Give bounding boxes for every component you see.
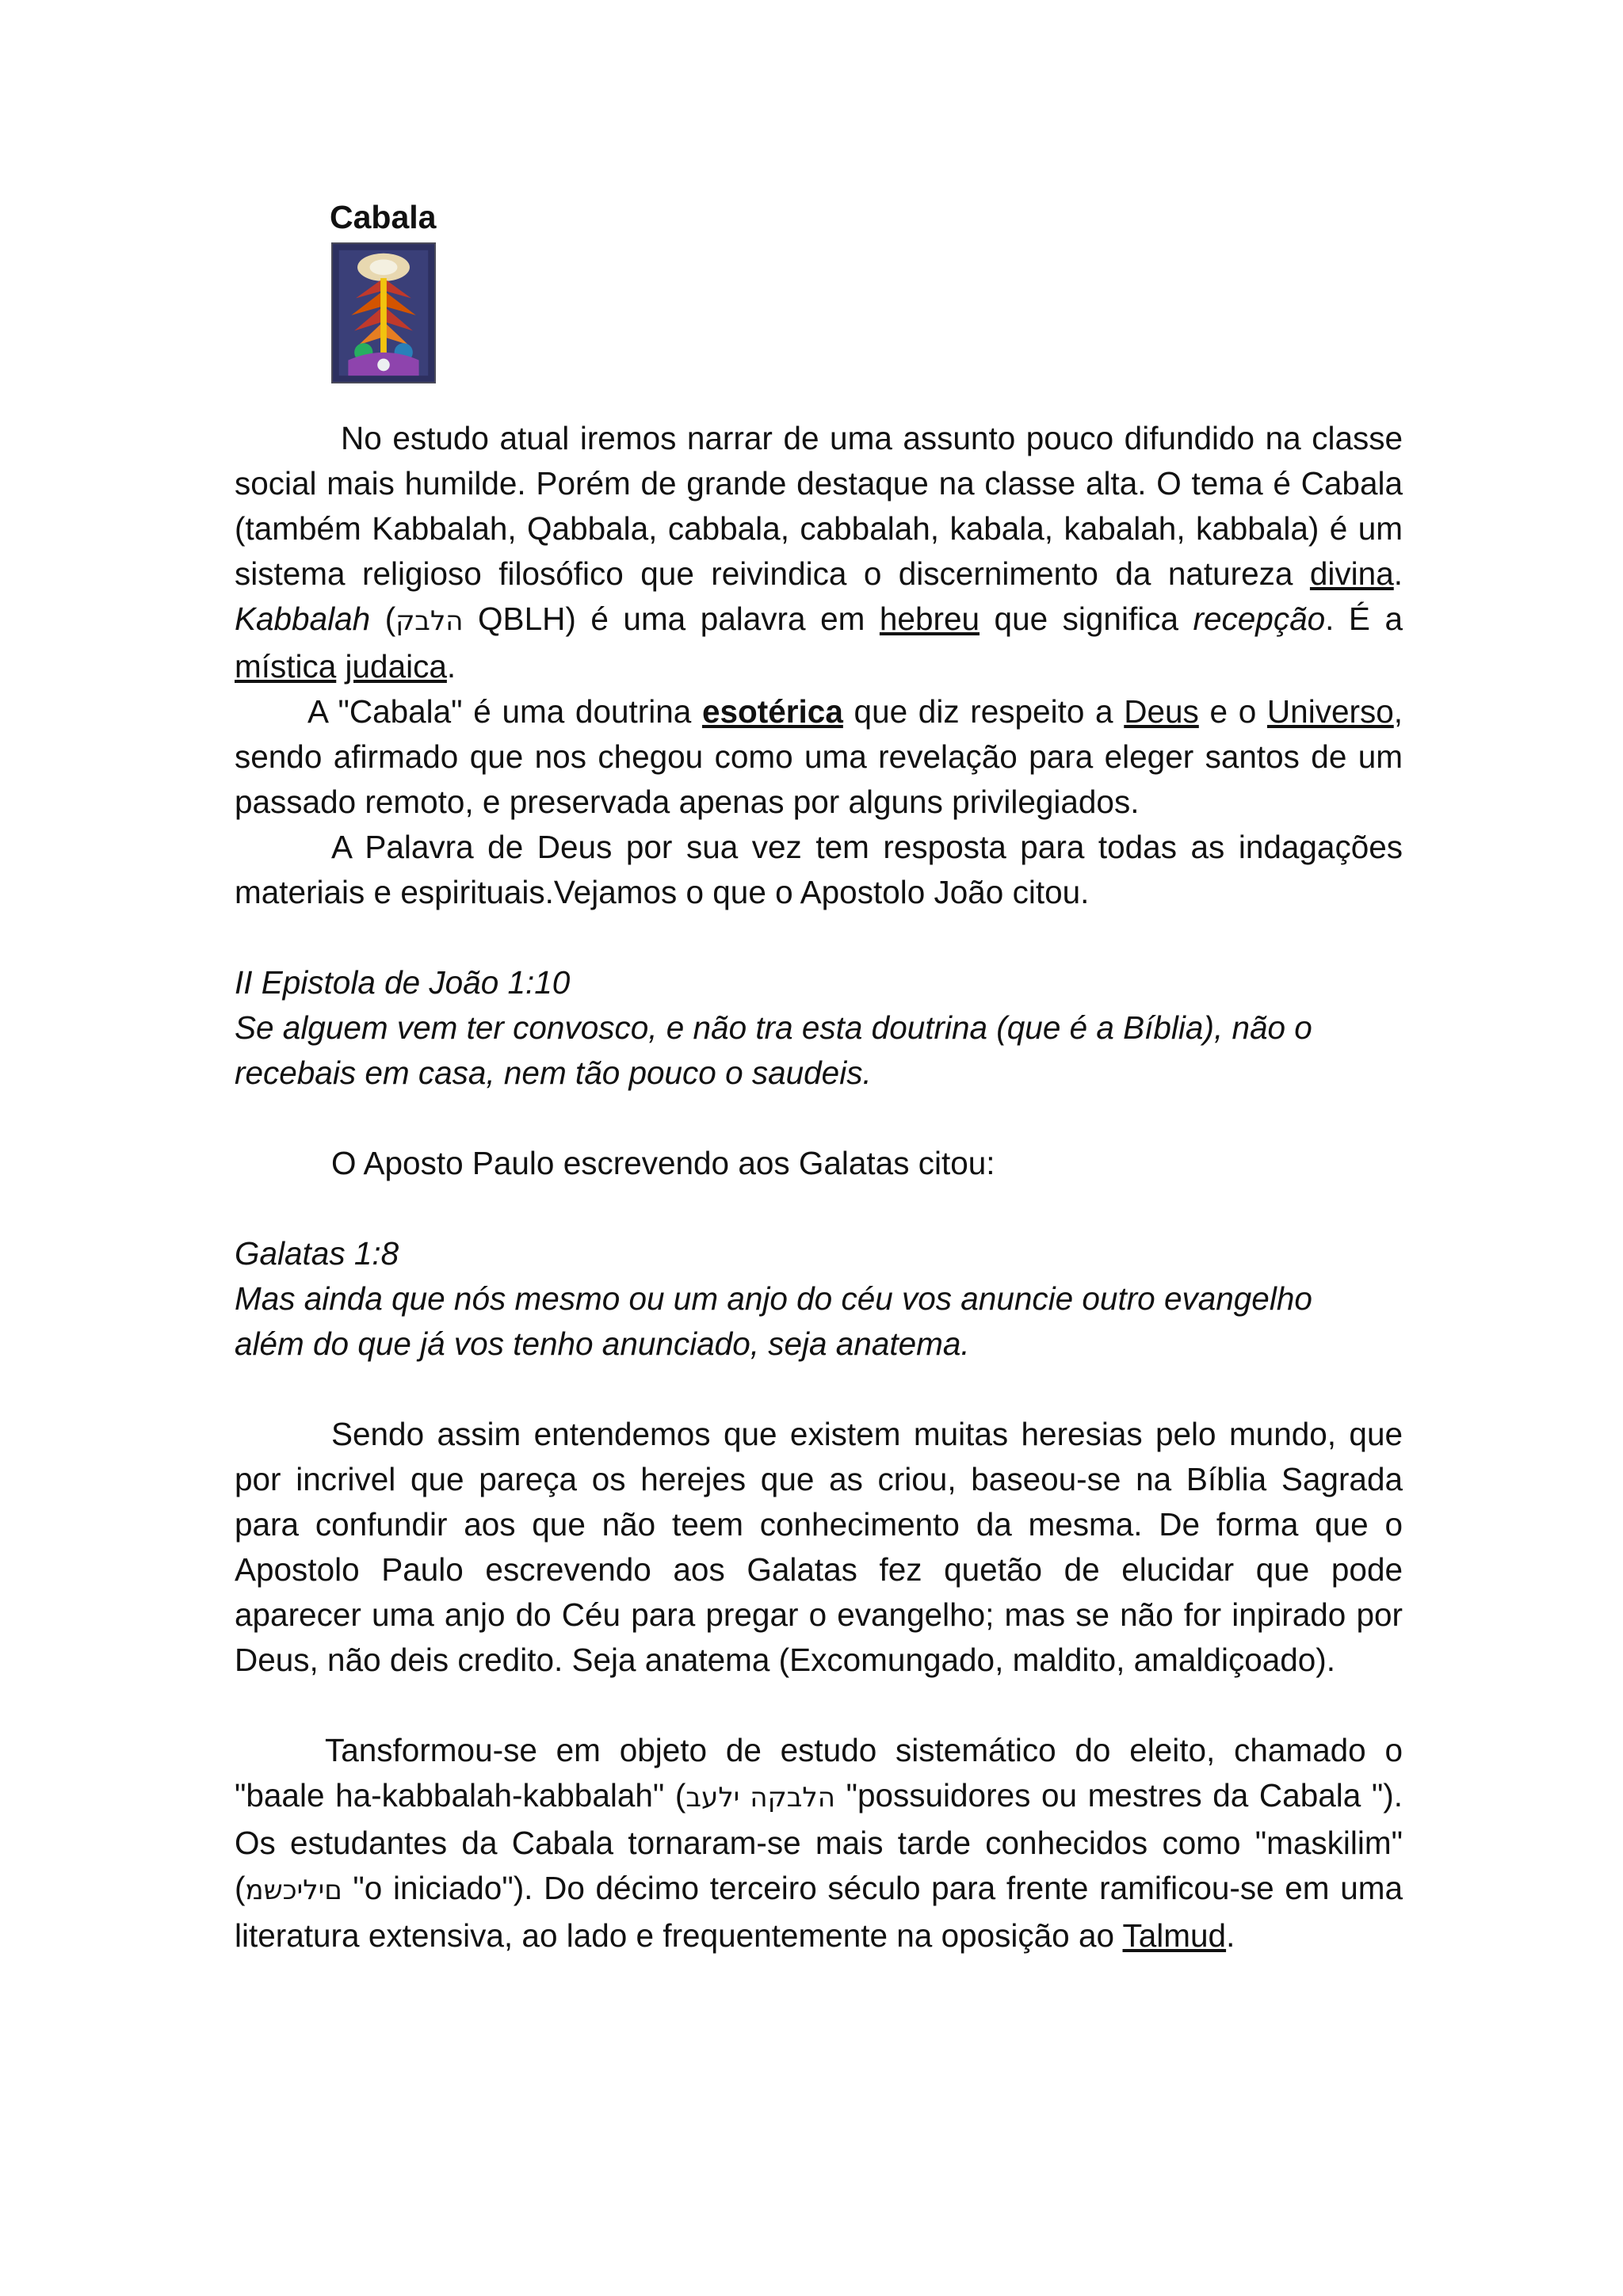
spacer: [235, 1367, 1403, 1412]
paragraph-doutrina: [235, 689, 1403, 825]
spacer: [235, 1096, 1403, 1141]
link-universo[interactable]: Universo: [1266, 693, 1394, 730]
paragraph-text: , sendo afirmado que nos chegou como uma revelação para eleger santos de um passado remoto, e preservada apenas por alguns privilegiados.: [235, 693, 1403, 820]
paragraph-text: e o: [1198, 693, 1267, 730]
spacer: [235, 1186, 1403, 1231]
paragraph-text: [336, 648, 345, 685]
kabbalah-tapestry-icon: [333, 244, 434, 382]
paragraph-palavra: A Palavra de Deus por sua vez tem resposta para todas as indagações materiais e espirituais.Vejamos o que o Apostolo João citou.: [235, 829, 1403, 910]
link-deus[interactable]: Deus: [1124, 693, 1199, 730]
paragraph-heresias: Sendo assim entendemos que existem muitas heresias pelo mundo, que por incrivel que pareça os herejes que as criou, baseou-se na Bíblia Sagrada para confundir aos que não teem conhecimento da mesma. De forma que o Apostolo Paulo escrevendo aos Galatas fez quetão de elucidar que pode aparecer uma anjo do Céu para pregar o evangelho; mas se não for inpirado por Deus, não deis credito. Seja anatema (Excomungado, maldito, amaldiçoado).: [235, 1416, 1403, 1678]
paragraph-paulo: O Aposto Paulo escrevendo aos Galatas citou:: [331, 1145, 995, 1181]
verse-text: Mas ainda que nós mesmo ou um anjo do céu vos anuncie outro evangelho: [235, 1280, 1312, 1317]
document-body: [235, 416, 1403, 1958]
link-mistica[interactable]: mística: [235, 648, 337, 685]
paragraph-text: No estudo atual iremos narrar de uma assunto pouco difundido na classe social mais humilde. Porém de grande destaque na classe alta. O tema é Cabala (também Kabbalah, Qabbala, cabbala, cabbalah, kabala, kabalah, kabbala) é um sistema religioso filosófico que reivindica o discernimento da natureza: [235, 420, 1403, 592]
paragraph-text: que significa: [980, 601, 1193, 637]
paragraph-text: "possuidores ou mestres da Cabala "). Os estudantes da Cabala tornaram-se mais tarde conhecidos como "maskilim" (: [235, 1777, 1403, 1906]
link-hebreu[interactable]: hebreu: [879, 601, 980, 637]
spacer: [235, 1683, 1403, 1728]
paragraph-text: A "Cabala" é uma doutrina: [307, 693, 702, 730]
paragraph-estudo: [235, 1728, 1403, 1958]
paragraph-text: que diz respeito a: [842, 693, 1125, 730]
verse-reference: II Epistola de João 1:10: [235, 964, 571, 1001]
hebrew-term: הלבקה ילעב: [685, 1782, 835, 1814]
document-title: Cabala: [330, 199, 437, 235]
paragraph-text: "o iniciado"). Do décimo terceiro século para frente ramificou-se em uma literatura extensiva, ao lado e frequentemente na oposição ao: [235, 1870, 1403, 1954]
spacer: [235, 915, 1403, 960]
paragraph-text: (: [370, 601, 396, 637]
term-recepcao: recepção: [1193, 601, 1326, 637]
link-judaica[interactable]: judaica: [345, 648, 447, 685]
verse-text: recebais em casa, nem tão pouco o saudeis.: [235, 1055, 872, 1091]
link-divina[interactable]: divina: [1309, 555, 1394, 592]
verse-text: Se alguem vem ter convosco, e não tra esta doutrina (que é a Bíblia), não o: [235, 1009, 1312, 1046]
link-talmud[interactable]: Talmud: [1122, 1917, 1227, 1954]
paragraph-text: . É a: [1325, 601, 1403, 637]
verse-text: além do que já vos tenho anunciado, seja anatema.: [235, 1325, 970, 1362]
kabbalah-tapestry-image: [331, 242, 436, 383]
term-kabbalah: Kabbalah: [235, 601, 371, 637]
paragraph-text: .: [446, 648, 456, 685]
paragraph-text: .: [1226, 1917, 1235, 1954]
paragraph-text: .: [1393, 555, 1403, 592]
paragraph-text: Tansformou-se em objeto de estudo sistemático do eleito, chamado o "baale ha-kabbalah-kabbalah" (: [235, 1732, 1403, 1814]
hebrew-term: םיליכשמ: [245, 1875, 342, 1906]
verse-reference: Galatas 1:8: [235, 1235, 399, 1272]
paragraph-intro: [235, 416, 1403, 689]
paragraph-text: QBLH) é uma palavra em: [463, 601, 880, 637]
hebrew-term: הלבק: [395, 605, 464, 637]
link-esoterica[interactable]: esotérica: [701, 693, 843, 730]
document-page: [235, 0, 1403, 2296]
